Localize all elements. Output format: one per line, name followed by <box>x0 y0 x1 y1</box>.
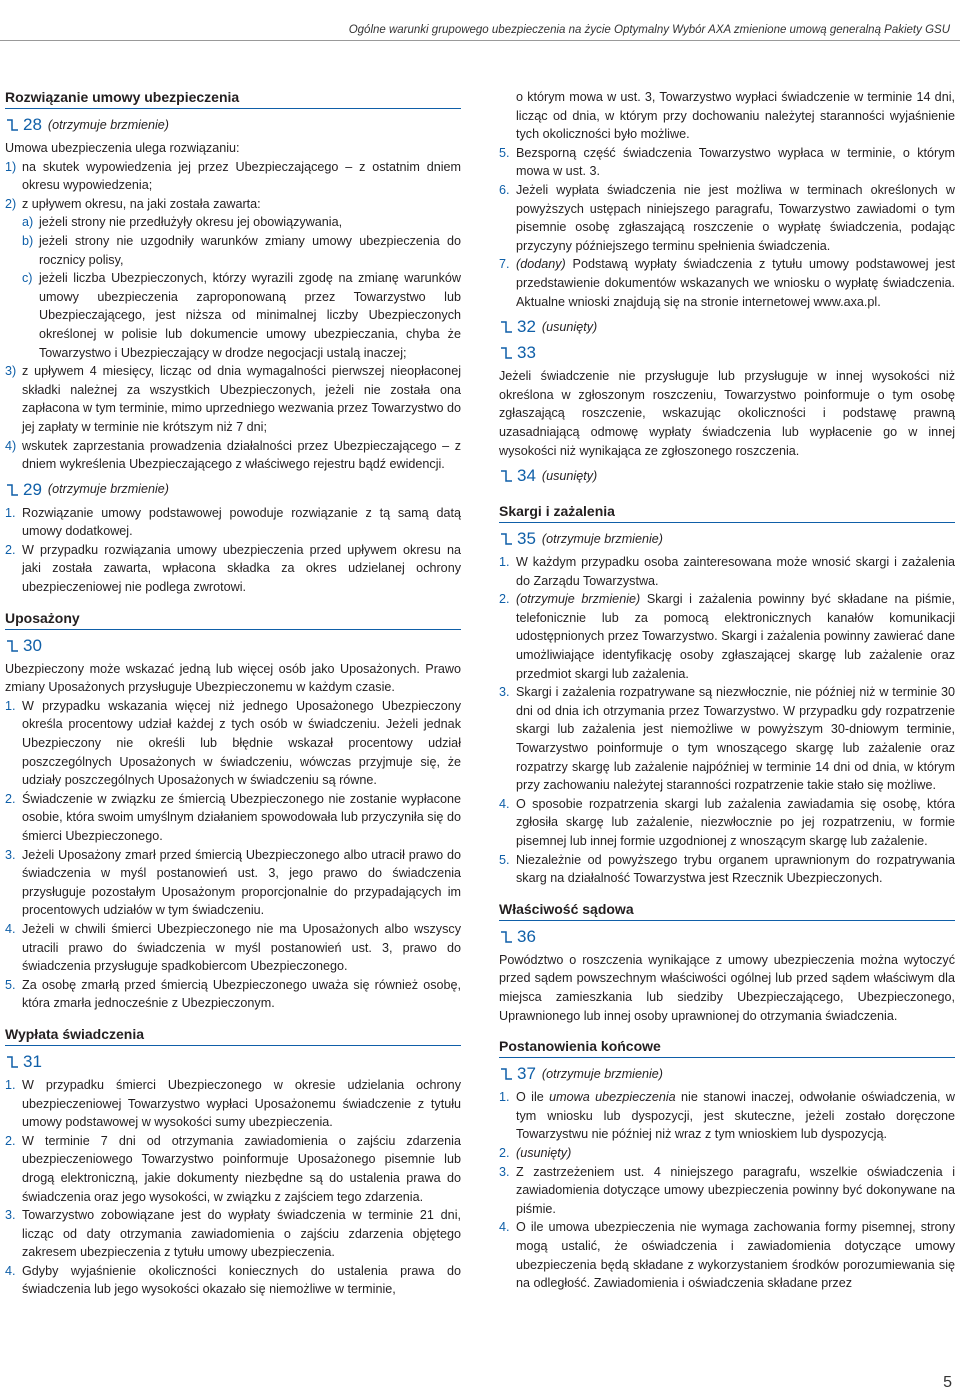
section-number: 35 <box>517 529 536 549</box>
list-item <box>5 362 461 436</box>
list <box>499 683 955 888</box>
section-number: 29 <box>23 479 42 499</box>
item-text-pre: O ile <box>516 1090 550 1105</box>
item-label: 3. <box>5 847 16 862</box>
section-34 <box>499 466 955 486</box>
left-column <box>5 88 461 1299</box>
item-text <box>516 590 955 683</box>
section-29 <box>5 480 461 500</box>
list-item <box>499 590 955 683</box>
section-intro: Umowa ubezpieczenia ulega rozwiązaniu: <box>5 141 240 155</box>
item-label: 1) <box>5 159 17 174</box>
section-number: 30 <box>23 635 42 655</box>
item-text-body: Skargi i zażalenia powinny być składane na piśmie, telefonicznie lub za pomocą elektronicznych kanałów komunikacji udostępnionych przez Towarzystwo. Skargi i zażalenia powinny zawierać dane umożliwiające identyfikację osoby zgłaszającej skargę lub zażalenie oraz przedmiot skargi lub zażalenia. <box>516 592 955 681</box>
list <box>499 1163 955 1293</box>
page-header <box>0 0 960 41</box>
item-text: Świadczenie w związku ze śmiercią Ubezpieczonego nie zostanie wypłacone osobie, która swoim umyślnym działaniem spowodowała lub przyczyniła się do śmierci Ubezpieczonego. <box>22 791 461 843</box>
item-text: Jeżeli Uposażony zmarł przed śmiercią Ubezpieczonego albo utracił prawo do świadczenia w myśl postanowień ust. 3, jego prawo do świadczenia przysługuje pozostałym Uposażonym proporcjonalnie do przypadających im procentowych udziałów w tym świadczeniu. <box>22 847 461 918</box>
item-label: 1. <box>499 555 510 570</box>
item-note: (dodany) <box>516 257 566 272</box>
list-item <box>499 553 955 590</box>
list <box>5 504 461 597</box>
item-label: 2. <box>5 542 16 557</box>
item-label: 2. <box>5 1133 16 1148</box>
item-text: jeżeli strony nie przedłużyły okresu jej obowiązywania, <box>39 215 343 230</box>
item-text <box>516 255 955 311</box>
document-title: Ogólne warunki grupowego ubezpieczenia na życie Optymalny Wybór AXA zmienione umową generalną Pakiety GSU <box>348 24 950 36</box>
paragraph-mark-icon <box>5 639 20 653</box>
item-text-body: Podstawą wypłaty świadczenia z tytułu umowy podstawowej jest przedstawienie dokumentów wskazanych we wniosku o wypłatę świadczenia. Aktualne wnioski znajdują się na stronie internetowej www.axa.pl. <box>516 257 955 309</box>
section-36 <box>499 927 955 947</box>
section-note: (otrzymuje brzmienie) <box>541 1066 663 1081</box>
paragraph-mark-icon <box>499 346 514 360</box>
item-label: 5. <box>5 977 16 992</box>
list <box>5 697 461 1013</box>
item-text: Za osobę zmarłą przed śmiercią Ubezpieczonego uważa się również osobę, która zmarła jednocześnie z Ubezpieczonym. <box>22 977 461 1011</box>
section-37 <box>499 1064 955 1084</box>
item-text: Rozwiązanie umowy podstawowej powoduje rozwiązanie z tą samą datą umowy dodatkowej. <box>22 505 461 539</box>
item-text: jeżeli strony nie uzgodniły warunków zmiany umowy ubezpieczenia do rocznicy polisy, <box>39 233 461 267</box>
list-item <box>5 790 461 846</box>
item-label: b) <box>22 233 34 248</box>
list-item <box>5 697 461 790</box>
item-text: Niezależnie od powyższego trybu organem uprawnionym do rozpatrywania skarg na działalność Towarzystwa jest Rzecznik Ubezpieczonych. <box>516 852 955 886</box>
section-number: 36 <box>517 926 536 946</box>
item-text: W przypadku śmierci Ubezpieczonego w okresie udzielania ochrony ubezpieczeniowej Towarzystwo wypłaci Uposażonemu świadczenie z tytułu umowy podstawowej w wysokości sumy ubezpieczenia. <box>22 1077 461 1130</box>
item-text: Jeżeli wypłata świadczenia nie jest możliwa w terminach określonych w powyższych ustępach niniejszego paragrafu, Towarzystwo zawiadomi o tym pisemnie osobę zgłaszającą roszczenie o wypłatę świadczenia, podając przyczyny późniejszego terminu spełnienia świadczenia. <box>516 182 955 253</box>
paragraph-mark-icon <box>499 930 514 944</box>
item-text: Skargi i zażalenia rozpatrywane są niezwłocznie, nie później niż w terminie 30 dni od dnia ich otrzymania przez Towarzystwo. W przypadku gdy rozpatrzenie skargi lub zażalenia jest niemożliwe w powyższym 30-dniowym terminie, Towarzystwo poinformuje o tym wnoszącego skargę lub zażalenie oraz rozpatrzy skargę lub zażalenie najpóźniej w terminie 14 dni od dnia, w którym przy zachowaniu należytej staranności rozpatrzenie takie stało się możliwe. <box>516 685 955 793</box>
item-text: Bezsporną część świadczenia Towarzystwo wypłaca w terminie, o którym mowa w ust. 3. <box>516 145 955 179</box>
list-item <box>499 1144 955 1163</box>
list-item <box>5 437 461 474</box>
section-30 <box>5 636 461 656</box>
paragraph-mark-icon <box>499 1067 514 1081</box>
item-label: 3. <box>499 685 510 700</box>
list-item <box>499 1088 955 1144</box>
item-text: na skutek wypowiedzenia jej przez Ubezpieczającego – z ostatnim dniem okresu wypowiedzenia; <box>22 159 461 193</box>
list-item <box>5 1206 461 1262</box>
list-item <box>5 1262 461 1299</box>
heading-rozwiazanie: Rozwiązanie umowy ubezpieczenia <box>5 88 461 109</box>
list <box>499 144 955 256</box>
list-item <box>499 795 955 851</box>
item-text: (usunięty) <box>516 1145 572 1160</box>
item-text: wskutek zaprzestania prowadzenia działalności przez Ubezpieczającego – z dniem wykreślenia Ubezpieczającego z właściwego rejestru bądź ewidencji. <box>22 438 461 472</box>
item-label: 1. <box>499 1090 510 1105</box>
section-31 <box>5 1052 461 1072</box>
list-item <box>499 181 955 255</box>
list <box>5 158 461 214</box>
list <box>5 362 461 474</box>
item-text: Z zastrzeżeniem ust. 4 niniejszego paragrafu, wszelkie oświadczenia i zawiadomienia dotyczące umowy ubezpieczenia powinny być dokonywane na piśmie. <box>516 1164 955 1216</box>
paragraph-mark-icon <box>5 118 20 132</box>
sublist-item <box>5 269 461 362</box>
item-label: 4. <box>499 1220 510 1235</box>
item-label: 2. <box>499 1145 510 1160</box>
item-label: 3. <box>5 1208 16 1223</box>
heading-wyplata: Wypłata świadczenia <box>5 1025 461 1046</box>
paragraph-mark-icon <box>499 532 514 546</box>
item-text-post: nie stanowi inaczej, odwołanie oświadczenia, w tym wniosku lub dyspozycji, jest skuteczne, jeżeli zostało doręczone Towarzystwu nie później niż wraz z tym wnioskiem lub dyspozycją. <box>516 1090 955 1142</box>
list-item <box>499 1163 955 1219</box>
item-label: 3. <box>499 1164 510 1179</box>
continued-text: o którym mowa w ust. 3, Towarzystwo wypłaci świadczenie w terminie 14 dni, licząc od dnia, w którym przy dochowaniu należytej staranności wyjaśnienie tych okoliczności było możliwe. <box>516 90 955 142</box>
item-text: z upływem okresu, na jaki została zawarta: <box>22 196 261 211</box>
section-note: (usunięty) <box>541 468 598 483</box>
section-number: 33 <box>517 343 536 363</box>
sublist-item <box>5 213 461 232</box>
item-label: 4. <box>499 796 510 811</box>
item-text: O ile umowa ubezpieczenia nie wymaga zachowania formy pisemnej, strony mogą ustalić, że oświadczenia i zawiadomienia dotyczące umowy ubezpieczenia będą składane z wykorzystaniem środków porozumiewania się na odległość. Zawiadomienia i oświadczenia składane przez <box>516 1220 955 1291</box>
list-item <box>499 1218 955 1292</box>
list-item <box>499 144 955 181</box>
item-label: 4) <box>5 438 17 453</box>
item-label: 1. <box>5 698 16 713</box>
heading-skargi: Skargi i zażalenia <box>499 502 955 523</box>
section-note: (otrzymuje brzmienie) <box>47 117 169 132</box>
item-label: 2. <box>499 592 510 607</box>
item-label: 3) <box>5 364 17 379</box>
item-label: c) <box>22 271 33 286</box>
paragraph-mark-icon <box>5 483 20 497</box>
list-item <box>5 158 461 195</box>
item-text: Towarzystwo zobowiązane jest do wypłaty świadczenia w terminie 21 dni, licząc od daty otrzymania zawiadomienia o zajściu zdarzenia objętego zakresem ubezpieczenia z tytułu umowy ubezpieczenia. <box>22 1208 461 1260</box>
item-label: 6. <box>499 182 510 197</box>
section-28 <box>5 115 461 135</box>
item-text-italic: umowa ubezpieczenia <box>549 1090 676 1105</box>
list-item <box>499 255 955 311</box>
section-number: 28 <box>23 115 42 134</box>
section-35 <box>499 529 955 549</box>
item-text: W przypadku wskazania więcej niż jednego Uposażonego Ubezpieczony określa procentowy udział każdej z tych osób w świadczeniu. Jeżeli jednak Ubezpieczony nie określi lub błędnie wskazał procentowy udział poszczególnych Uposażonych w świadczeniu, wówczas przyjmuje się, że udziały poszczególnych Uposażonych w świadczeniu są równe. <box>22 698 461 788</box>
item-text: W terminie 7 dni od otrzymania zawiadomienia o zajściu zdarzenia ubezpieczeniowego Towarzystwo poinformuje Uposażonego pisemnie lub drogą elektroniczną, jakie dokumenty niezbędne są do ustalenia prawa do świadczenia oraz jego wysokości, w związku z zajściem tego zdarzenia. <box>22 1133 461 1204</box>
item-text: jeżeli liczba Ubezpieczonych, którzy wyrazili zgodę na zmianę warunków umowy ubezpieczenia zaproponowaną przez Towarzystwo lub Ubezpieczającego, jest niższa od minimalnej liczby Ubezpieczonych określonej w polisie lub dokumencie umowy ubezpieczania, chyba że Towarzystwo i Ubezpieczający w drodze negocjacji ustalą inaczej; <box>39 271 461 360</box>
section-note: (usunięty) <box>541 319 598 334</box>
item-label: 1. <box>5 1077 16 1092</box>
sublist-item <box>5 232 461 269</box>
heading-uposazony: Uposażony <box>5 609 461 630</box>
section-text: Powództwo o roszczenia wynikające z umowy ubezpieczenia można wytoczyć przed sądem powszechnym właściwości ogólnej lub przed sądem właściwym dla miejsca zamieszkania lub siedziby Ubezpieczającego, Ubezpieczonego, Uprawnionego lub innej osoby uprawnionej do otrzymania świadczenia. <box>499 952 955 1023</box>
paragraph-mark-icon <box>5 1055 20 1069</box>
section-intro: Ubezpieczony może wskazać jedną lub więcej osób jako Uposażonych. Prawo zmiany Uposażonych przysługuje Ubezpieczonemu w każdym czasie. <box>5 661 461 695</box>
heading-wlasciwosc: Właściwość sądowa <box>499 900 955 921</box>
list-item <box>5 846 461 920</box>
item-text: Jeżeli w chwili śmierci Ubezpieczonego nie ma Uposażonych albo wszyscy utracili prawo do świadczenia w myśl postanowień ust. 3, prawo do świadczenia przysługuje spadkobiercom Ubezpieczonego. <box>22 921 461 974</box>
list-item <box>5 504 461 541</box>
section-32 <box>499 317 955 337</box>
item-text: Gdyby wyjaśnienie okoliczności koniecznych do ustalenia prawa do świadczenia lub jego wysokości okazało się niemożliwe w terminie, <box>22 1263 461 1297</box>
section-number: 34 <box>517 466 536 486</box>
list-item <box>5 976 461 1013</box>
item-label: 5. <box>499 852 510 867</box>
page-number: 5 <box>943 1374 952 1391</box>
item-text: W przypadku rozwiązania umowy ubezpieczenia przed upływem okresu na jaki została zawarta, wpłacona składka za okres udzielanej ochrony ubezpieczeniowej nie podlega zwrotowi. <box>22 542 461 595</box>
item-label: 1. <box>5 505 16 520</box>
item-text: O sposobie rozpatrzenia skargi lub zażalenia zawiadamia się osobę, która zgłosiła skargę lub zażalenie, niezwłocznie po jej rozpatrzeniu, w formie pisemnej lub innej formie uzgodnionej z wnoszącym skargę lub zażalenie. <box>516 796 955 848</box>
item-label: 4. <box>5 921 16 936</box>
paragraph-mark-icon <box>499 469 514 483</box>
item-label: a) <box>22 215 34 230</box>
heading-postanowienia: Postanowienia końcowe <box>499 1037 955 1058</box>
list-item <box>5 920 461 976</box>
section-note: (otrzymuje brzmienie) <box>47 482 169 497</box>
list-item <box>5 195 461 214</box>
item-note: (otrzymuje brzmienie) <box>516 592 641 607</box>
item-label: 2) <box>5 196 17 211</box>
section-number: 37 <box>517 1064 536 1084</box>
paragraph-mark-icon <box>499 320 514 334</box>
item-text: z upływem 4 miesięcy, licząc od dnia wymagalności pierwszej nieopłaconej składki należnej za wszystkich Ubezpieczonych, jeżeli nie została ona zapłacona w tym terminie, mimo uprzedniego wezwania przez Towarzystwo do jej zapłaty w terminie nie krótszym niż 7 dni; <box>22 364 461 434</box>
list-item <box>5 1132 461 1206</box>
item-label: 7. <box>499 257 510 272</box>
list <box>5 1076 461 1299</box>
item-text: W każdym przypadku osoba zainteresowana może wnosić skargi i zażalenia do Zarządu Towarzystwa. <box>516 555 955 588</box>
item-label: 4. <box>5 1263 16 1278</box>
item-text <box>516 1088 955 1144</box>
item-label: 5. <box>499 145 510 160</box>
list-item <box>5 1076 461 1132</box>
section-33 <box>499 343 955 363</box>
item-label: 2. <box>5 791 16 806</box>
section-number: 31 <box>23 1051 42 1071</box>
right-column <box>499 88 955 1293</box>
section-number: 32 <box>517 317 536 337</box>
list-item <box>499 851 955 888</box>
list-item <box>5 541 461 597</box>
section-text: Jeżeli świadczenie nie przysługuje lub przysługuje w innej wysokości niż określona w zgłoszonym roszczeniu, Towarzystwo poinformuje o tym osobę zgłaszającą roszczenie, wskazując okoliczności i podstawę prawną uzasadniającą odmowę wypłaty świadczenia lub wypłacenie go w innej wysokości niż wynikająca ze zgłoszonego roszczenia. <box>499 369 955 458</box>
sublist <box>5 213 461 362</box>
section-note: (otrzymuje brzmienie) <box>541 531 663 546</box>
list-item <box>499 683 955 795</box>
